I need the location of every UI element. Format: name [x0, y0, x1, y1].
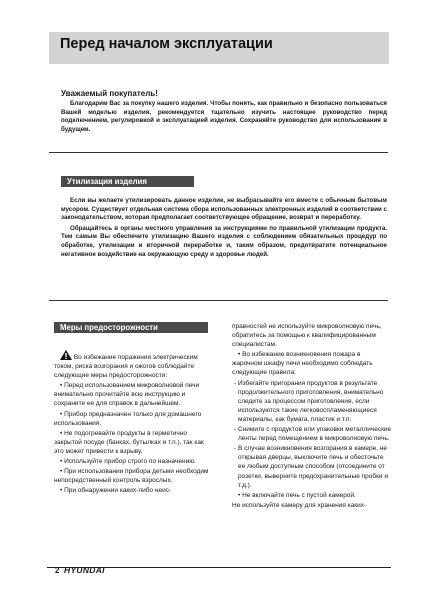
page-title: Перед началом эксплуатации — [60, 36, 273, 52]
intro-paragraph: Благодарим Вас за покупку нашего изделия. Чтобы понять, как правильно и безопасно пользоваться Вашей моделью изделия, рекомендуется тщательно изучить настоящее руководство перед подключением, регулировкой и эксплуатацией изделия. Сохраняйте руководство для использования в будущем. — [61, 100, 387, 133]
brand-logo: HYUNDAI — [64, 565, 105, 575]
precaution-subitem: - Снимите с продуктов или упаковки металлические ленты перед помещением в микроволновую печь. — [234, 426, 392, 443]
precaution-item: • Не включайте печь с пустой камерой. — [238, 491, 356, 499]
section-header-precautions: Меры предосторожности — [54, 322, 208, 333]
precaution-item: • Во избежание возникновения пожара в жарочном шкафу печи необходимо соблюдать следующие правила: — [232, 351, 373, 377]
divider-middle — [49, 300, 388, 301]
precaution-item: • При использовании прибора детьми необходим непосредственный контроль взрослых. — [54, 468, 209, 485]
precaution-item: • Перед использованием микроволновой печи внимательно прочитайте всю инструкцию и сохраните ее для справок в дальнейшем. — [54, 382, 200, 408]
precaution-continued: правностей не используйте микроволновую печь, обратитесь за помощью к квалифицированным специалистам. — [232, 323, 382, 349]
precaution-item: • При обнаружении каких-либо неис- — [60, 487, 172, 495]
divider-top — [49, 152, 388, 153]
disposal-paragraph-2: Обращайтесь в органы местного управления за инструкциями по правильной утилизации продукта. Тем самым Вы обеспечите утилизацию Вашего изделия с соблюдением обязательных процедур по обработке, утилизации и вторичной переработке и, таким образом, предотвратите потенциальное негативное воздействие на окружающую среду и здоровье людей. — [61, 224, 387, 258]
section-header-disposal: Утилизация изделия — [61, 176, 194, 187]
warning-icon — [60, 350, 72, 360]
precaution-item: Не используйте камеру для хранения каких- — [232, 501, 367, 509]
disposal-paragraph-1: Если вы желаете утилизировать данное изделие, не выбрасывайте его вместе с обычным бытовым мусором. Существует отдельная система сбора использованных электронных изделий в соответствии с законодательством, которая предполагает соответствующее обращение, возврат и переработку. — [61, 197, 387, 222]
page-number: 2 — [55, 566, 60, 575]
precaution-subitem: - Избегайте пригорания продуктов в результате продолжительного приготовления, внимательно следите за процессом приготовления, если используются такие легковоспламеняющиеся материалы, как бумага, пластик и т.п. — [234, 379, 384, 423]
precaution-item: • Используйте прибор строго по назначению. — [60, 458, 196, 466]
precaution-item: • Не подогревайте продукты в герметично закрытой посуде (банках, бутылках и т.п.), так как это может привести к взрыву. — [54, 429, 204, 455]
disposal-section — [61, 197, 387, 261]
precaution-item: • Прибор предназначен только для домашнего использования. — [54, 410, 202, 427]
precautions-right-column — [232, 322, 392, 511]
precaution-subitem: - В случае возникновения возгорания в камере, не открывая дверцы, выключите печь и обесточьте ее любым доступным способом (отсоедините от розетки, выверните предохранительные пробки и т.д.). — [234, 445, 388, 489]
warning-paragraph: Во избежание поражения электрическим током, риска возгорания и ожогов соблюдайте следующие меры предосторожности: — [54, 350, 212, 380]
greeting-heading: Уважаемый покупатель! — [61, 89, 158, 98]
precautions-left-column — [54, 350, 212, 496]
